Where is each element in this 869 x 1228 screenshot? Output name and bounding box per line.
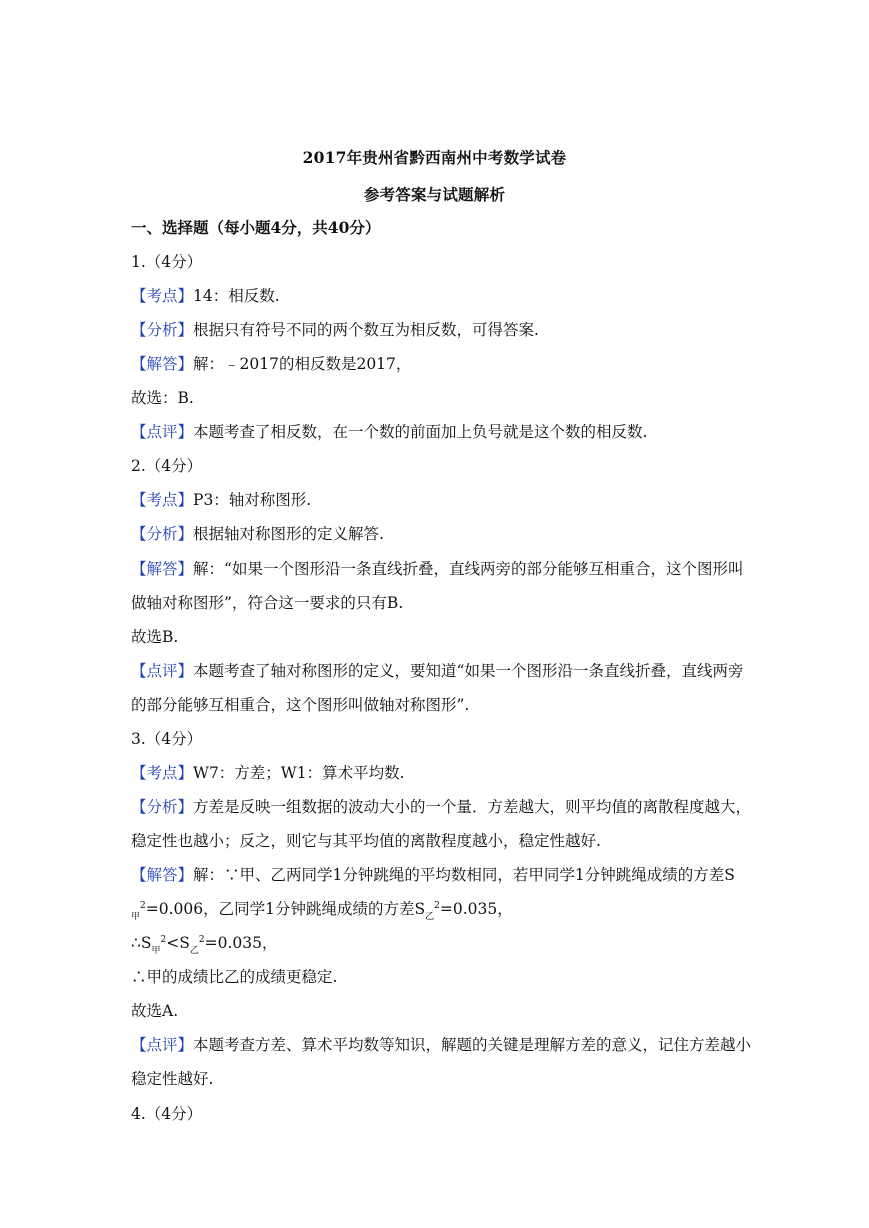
- less-than-s: <S: [166, 934, 190, 952]
- q3-dianping-continued: 稳定性越好.: [131, 1070, 214, 1088]
- kaodian-tag: 【考点】: [131, 287, 194, 305]
- q1-kaodian-text: 14：相反数.: [193, 287, 280, 305]
- q3-dianping-text-1: 本题考查方差、算术平均数等知识，解题的关键是理解方差的意义，记住方差越小: [193, 1036, 752, 1054]
- section-heading: 一、选择题（每小题4分，共40分）: [131, 218, 381, 237]
- q2-kaodian: [131, 488, 311, 510]
- q1-choice: 故选：B.: [131, 389, 194, 407]
- q1-kaodian: [131, 284, 280, 306]
- q2-jieda: [131, 557, 743, 579]
- q1-fenxi: [131, 318, 539, 340]
- q3-therefore-compare: [131, 931, 277, 956]
- kaodian-tag: 【考点】: [131, 491, 194, 509]
- fenxi-tag: 【分析】: [131, 798, 194, 816]
- subscript-yi: 乙: [425, 912, 435, 922]
- q2-dianping-text-1: 本题考查了轴对称图形的定义，要知道“如果一个图形沿一条直线折叠，直线两旁: [193, 662, 744, 680]
- q2-fenxi-text: 根据轴对称图形的定义解答.: [193, 525, 384, 543]
- subscript-yi: 乙: [189, 946, 199, 956]
- q2-kaodian-text: P3：轴对称图形.: [193, 491, 312, 509]
- q1-fenxi-text: 根据只有符号不同的两个数互为相反数，可得答案.: [193, 321, 539, 339]
- kaodian-tag: 【考点】: [131, 764, 194, 782]
- jieda-tag: 【解答】: [131, 560, 194, 578]
- q2-jieda-text-1: 解：“如果一个图形沿一条直线折叠，直线两旁的部分能够互相重合，这个图形叫: [193, 560, 744, 578]
- q1-dianping-text: 本题考查了相反数，在一个数的前面加上负号就是这个数的相反数.: [193, 423, 648, 441]
- q3-fenxi: [131, 795, 751, 817]
- jieda-tag: 【解答】: [131, 355, 194, 373]
- q1-jieda-text: 解：﹣2017的相反数是2017，: [193, 355, 412, 373]
- superscript-2: 2: [434, 901, 440, 911]
- question-3-heading: 3.（4分）: [131, 730, 203, 748]
- subscript-jia: 甲: [151, 946, 161, 956]
- fenxi-tag: 【分析】: [131, 321, 194, 339]
- q3-jieda-variance-line: [131, 897, 513, 922]
- therefore-s: ∴S: [131, 934, 152, 952]
- q3-jieda: [131, 863, 735, 885]
- question-2-heading: 2.（4分）: [131, 457, 203, 475]
- compare-value: =0.035，: [204, 934, 278, 952]
- q1-dianping: [131, 420, 647, 442]
- q2-jieda-continued: 做轴对称图形”，符合这一要求的只有B.: [131, 594, 404, 612]
- q2-dianping-continued: 的部分能够互相重合，这个图形叫做轴对称图形”.: [131, 696, 470, 714]
- superscript-2: 2: [140, 901, 146, 911]
- q3-kaodian-text: W7：方差；W1：算术平均数.: [193, 764, 405, 782]
- q3-jieda-text-1: 解：∵甲、乙两同学1分钟跳绳的平均数相同，若甲同学1分钟跳绳成绩的方差S: [193, 866, 735, 884]
- q3-fenxi-text-1: 方差是反映一组数据的波动大小的一个量．方差越大，则平均值的离散程度越大，: [193, 798, 752, 816]
- q2-choice: 故选B.: [131, 628, 179, 646]
- question-4-heading: 4.（4分）: [131, 1105, 203, 1123]
- document-subtitle: 参考答案与试题解析: [363, 185, 506, 204]
- q1-jieda: [131, 352, 411, 374]
- q3-fenxi-continued: 稳定性也越小；反之，则它与其平均值的离散程度越小，稳定性越好.: [131, 832, 601, 850]
- question-1-heading: 1.（4分）: [131, 253, 203, 271]
- dianping-tag: 【点评】: [131, 662, 194, 680]
- q2-fenxi: [131, 522, 384, 544]
- q3-kaodian: [131, 761, 405, 783]
- dianping-tag: 【点评】: [131, 1036, 194, 1054]
- document-title: 2017年贵州省黔西南州中考数学试卷: [302, 148, 567, 167]
- variance-yi-value: =0.035，: [439, 900, 513, 918]
- q3-choice: 故选A.: [131, 1002, 179, 1020]
- fenxi-tag: 【分析】: [131, 525, 194, 543]
- superscript-2: 2: [198, 935, 205, 945]
- variance-jia-value: =0.006，乙同学1分钟跳绳成绩的方差S: [145, 900, 426, 918]
- q3-dianping: [131, 1033, 751, 1055]
- q3-therefore-conclusion: ∴甲的成绩比乙的成绩更稳定.: [131, 968, 338, 986]
- superscript-2: 2: [160, 935, 167, 945]
- dianping-tag: 【点评】: [131, 423, 194, 441]
- q2-dianping: [131, 659, 743, 681]
- jieda-tag: 【解答】: [131, 866, 194, 884]
- subscript-jia: 甲: [131, 912, 141, 922]
